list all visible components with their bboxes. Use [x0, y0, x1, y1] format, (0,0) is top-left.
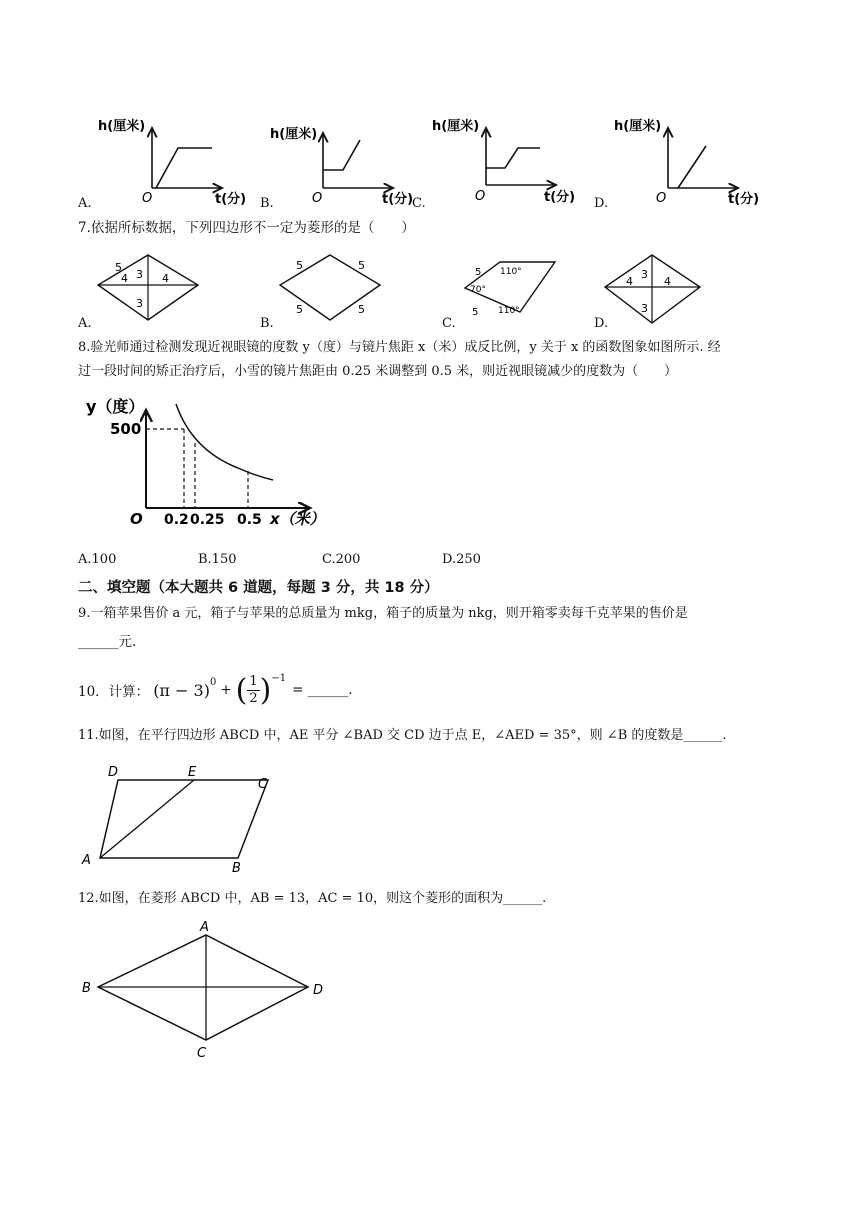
q10-prefix: 10．计算： — [78, 684, 150, 700]
q6-graph-a — [98, 118, 246, 207]
q7-option-b[interactable]: B. — [260, 316, 274, 331]
svg-text:5: 5 — [358, 259, 365, 272]
q10-expression: 10．计算： (π − 3) $^0$ + ( 1 2 ) $^{-1}$ = ______. — [78, 672, 353, 708]
svg-text:5: 5 — [296, 303, 303, 316]
q11-label-e: E — [188, 765, 197, 780]
q8-xlabel: x（米） — [270, 510, 325, 528]
svg-text:3: 3 — [641, 268, 648, 281]
q10-base: (π − 3) — [153, 680, 210, 700]
q8-origin: O — [130, 510, 143, 528]
q11-label-d: D — [108, 765, 119, 780]
svg-text:5: 5 — [115, 261, 122, 274]
q6-option-c[interactable]: C. — [412, 196, 426, 211]
q8-xtick-0.2: 0.2 — [164, 512, 189, 528]
svg-text:110°: 110° — [498, 306, 520, 316]
svg-text:5: 5 — [475, 267, 482, 278]
q9-stem-line2: ______元. — [78, 634, 137, 650]
q8-ytick: 500 — [110, 420, 142, 438]
q12-label-b: B — [82, 981, 91, 996]
q11-stem: 11.如图，在平行四边形 ABCD 中，AE 平分 ∠BAD 交 CD 边于点 E，∠AED = 35°，则 ∠B 的度数是______. — [78, 728, 727, 743]
svg-text:5: 5 — [358, 303, 365, 316]
section-heading: 二、填空题（本大题共 6 道题，每题 3 分，共 18 分） — [78, 580, 439, 596]
q6-option-b[interactable]: B. — [260, 196, 274, 211]
svg-text:h(厘米): h(厘米) — [270, 127, 318, 142]
svg-text:4: 4 — [121, 272, 128, 285]
q7-figures — [0, 245, 860, 330]
axis-x-label: t(分) — [215, 192, 247, 207]
q8-option-a[interactable]: A.100 — [78, 552, 117, 567]
q6-graph-row — [0, 108, 860, 218]
q8-graph — [70, 388, 350, 538]
q9-stem-line1: 9.一箱苹果售价 a 元，箱子与苹果的总质量为 mkg，箱子的质量为 nkg，则开箱零卖每千克苹果的售价是 — [78, 606, 688, 621]
q8-curve — [176, 404, 273, 480]
q12-stem: 12.如图，在菱形 ABCD 中，AB = 13，AC = 10，则这个菱形的面积为______. — [78, 891, 547, 906]
q12-label-c: C — [197, 1046, 207, 1061]
svg-text:4: 4 — [664, 275, 671, 288]
svg-text:h(厘米): h(厘米) — [614, 119, 662, 134]
q8-xtick-0.25: 0.25 — [190, 512, 225, 528]
svg-text:3: 3 — [136, 297, 143, 310]
q8-option-b[interactable]: B.150 — [198, 552, 237, 567]
q11-label-a: A — [82, 853, 91, 868]
q12-rhombus — [70, 915, 350, 1065]
q10-exp-neg: −1 — [271, 672, 287, 684]
q7-option-a[interactable]: A. — [78, 316, 92, 331]
q7-figure-d — [605, 255, 700, 323]
q6-option-a[interactable]: A. — [78, 196, 92, 211]
q10-fraction: 1 2 — [249, 673, 258, 706]
svg-text:t(分): t(分) — [544, 190, 576, 205]
svg-text:5: 5 — [296, 259, 303, 272]
q7-stem: 7.依据所标数据，下列四边形不一定为菱形的是（ ） — [78, 220, 415, 236]
svg-text:70°: 70° — [470, 285, 486, 295]
origin-label: O — [142, 191, 153, 206]
q8-stem-line1: 8.验光师通过检测发现近视眼镜的度数 y（度）与镜片焦距 x（米）成反比例，y 关于 x 的函数图象如图所示. 经 — [78, 340, 721, 355]
svg-text:t(分): t(分) — [728, 192, 760, 207]
q7-figure-b — [280, 255, 380, 320]
q8-option-c[interactable]: C.200 — [322, 552, 361, 567]
q7-option-c[interactable]: C. — [442, 316, 456, 331]
svg-text:4: 4 — [162, 272, 169, 285]
svg-text:O: O — [312, 191, 323, 206]
svg-text:O: O — [656, 191, 667, 206]
q6-graph-d — [614, 118, 759, 207]
svg-text:110°: 110° — [500, 267, 522, 277]
svg-text:h(厘米): h(厘米) — [432, 119, 480, 134]
q10-exp0: 0 — [209, 676, 217, 688]
q6-graph-b — [270, 126, 413, 207]
svg-text:5: 5 — [472, 307, 479, 318]
q10-suffix: = ______. — [292, 682, 353, 698]
svg-text:3: 3 — [641, 302, 648, 315]
svg-text:t(分): t(分) — [382, 192, 414, 207]
q7-figure-a — [98, 255, 198, 320]
q12-label-d: D — [313, 983, 324, 998]
svg-text:3: 3 — [136, 268, 143, 281]
q8-option-d[interactable]: D.250 — [442, 552, 481, 567]
svg-text:4: 4 — [626, 275, 633, 288]
q7-option-d[interactable]: D. — [594, 316, 609, 331]
q11-label-b: B — [232, 861, 241, 875]
q12-label-a: A — [200, 920, 209, 935]
q8-xtick-0.5: 0.5 — [237, 512, 262, 528]
q7-figure-c — [465, 262, 555, 318]
axis-y-label: h(厘米) — [98, 119, 146, 134]
q11-parallelogram — [70, 760, 290, 875]
q8-stem-line2: 过一段时间的矫正治疗后，小雪的镜片焦距由 0.25 米调整到 0.5 米，则近视眼镜减少的度数为（ ） — [78, 364, 678, 379]
q8-ylabel: y（度） — [86, 397, 145, 416]
q6-graph-c — [432, 118, 575, 205]
q11-label-c: C — [258, 777, 268, 792]
q6-option-d[interactable]: D. — [594, 196, 609, 211]
svg-text:O: O — [475, 189, 486, 204]
